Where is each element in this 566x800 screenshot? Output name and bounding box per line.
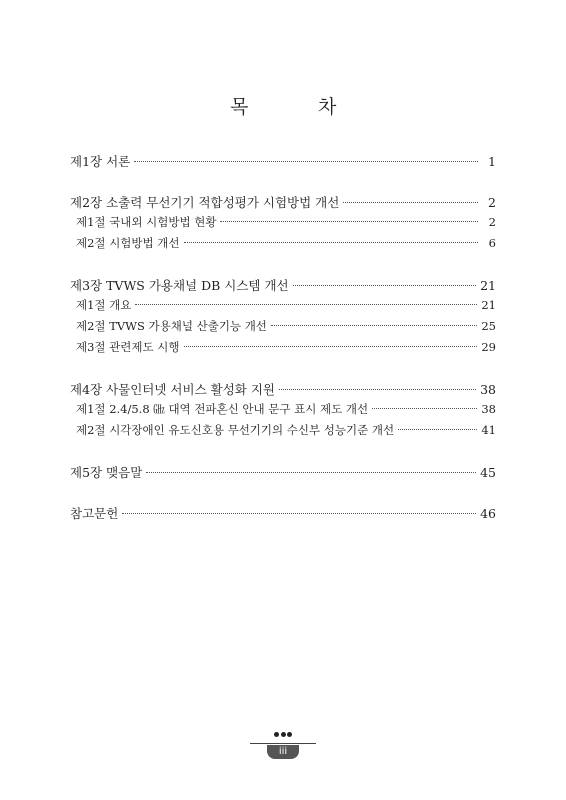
toc-label: 제3장 TVWS 가용채널 DB 시스템 개선 <box>70 278 289 293</box>
toc-label: 제1절 2.4/5.8 ㎓ 대역 전파혼신 안내 문구 표시 제도 개선 <box>76 402 369 416</box>
leader-dots <box>146 472 476 473</box>
toc-label: 제2장 소출력 무선기기 적합성평가 시험방법 개선 <box>70 195 340 210</box>
toc-section-4-2[interactable] <box>70 422 496 443</box>
toc-page-number: 2 <box>488 215 496 229</box>
toc-label: 참고문헌 <box>70 506 119 521</box>
toc-section-2-2[interactable] <box>70 235 496 256</box>
ornament-dots-icon <box>274 732 292 738</box>
leader-dots <box>184 346 478 347</box>
toc-label: 제2절 TVWS 가용채널 산출기능 개선 <box>76 319 267 333</box>
leader-dots <box>134 161 478 162</box>
toc-page-number: 41 <box>481 423 496 437</box>
leader-dots <box>135 304 477 305</box>
toc-chapter-3[interactable] <box>70 276 496 297</box>
leader-dots <box>343 202 478 203</box>
title-char-2: 차 <box>318 96 337 118</box>
toc-label: 제3절 관련제도 시행 <box>76 340 180 354</box>
leader-dots <box>271 325 477 326</box>
toc-page-number: 38 <box>481 402 496 416</box>
toc-section-3-2[interactable] <box>70 318 496 339</box>
page-footer <box>0 728 566 768</box>
toc-page-number: 2 <box>488 195 496 210</box>
toc-section-3-3[interactable] <box>70 339 496 360</box>
leader-dots <box>372 408 477 409</box>
leader-dots <box>184 242 479 243</box>
toc-page-number: 46 <box>480 506 496 521</box>
leader-dots <box>398 429 477 430</box>
toc-label: 제2절 시각장애인 유도신호용 무선기기의 수신부 성능기준 개선 <box>76 423 395 437</box>
toc-label: 제2절 시험방법 개선 <box>76 236 180 250</box>
toc-page-number: 25 <box>481 319 496 333</box>
leader-dots <box>293 285 476 286</box>
toc-label: 제5장 맺음말 <box>70 465 143 480</box>
toc-page-number: 29 <box>481 340 496 354</box>
leader-dots <box>220 221 478 222</box>
toc-section-3-1[interactable] <box>70 297 496 318</box>
toc-chapter-1[interactable] <box>70 152 496 173</box>
toc-section-4-1[interactable] <box>70 401 496 422</box>
toc-label: 제4장 사물인터넷 서비스 활성화 지원 <box>70 382 275 397</box>
title-char-1: 목 <box>230 96 249 118</box>
toc-label: 제1장 서론 <box>70 154 131 169</box>
toc-page-number: 21 <box>480 278 496 293</box>
footer-rule <box>250 743 316 744</box>
leader-dots <box>122 513 476 514</box>
toc-label: 제1절 국내외 시험방법 현황 <box>76 215 217 229</box>
toc-section-2-1[interactable] <box>70 214 496 235</box>
toc-chapter-4[interactable] <box>70 380 496 401</box>
toc-page-number: 6 <box>488 236 496 250</box>
page-number-badge: iii <box>267 745 299 759</box>
toc-page-number: 1 <box>488 154 496 169</box>
leader-dots <box>279 389 476 390</box>
toc-chapter-2[interactable] <box>70 193 496 214</box>
table-of-contents <box>70 152 496 525</box>
toc-label: 제1절 개요 <box>76 298 132 312</box>
toc-page-number: 45 <box>480 465 496 480</box>
toc-page-number: 38 <box>480 382 496 397</box>
toc-page-number: 21 <box>481 298 496 312</box>
toc-chapter-5[interactable] <box>70 463 496 484</box>
toc-references[interactable] <box>70 504 496 525</box>
